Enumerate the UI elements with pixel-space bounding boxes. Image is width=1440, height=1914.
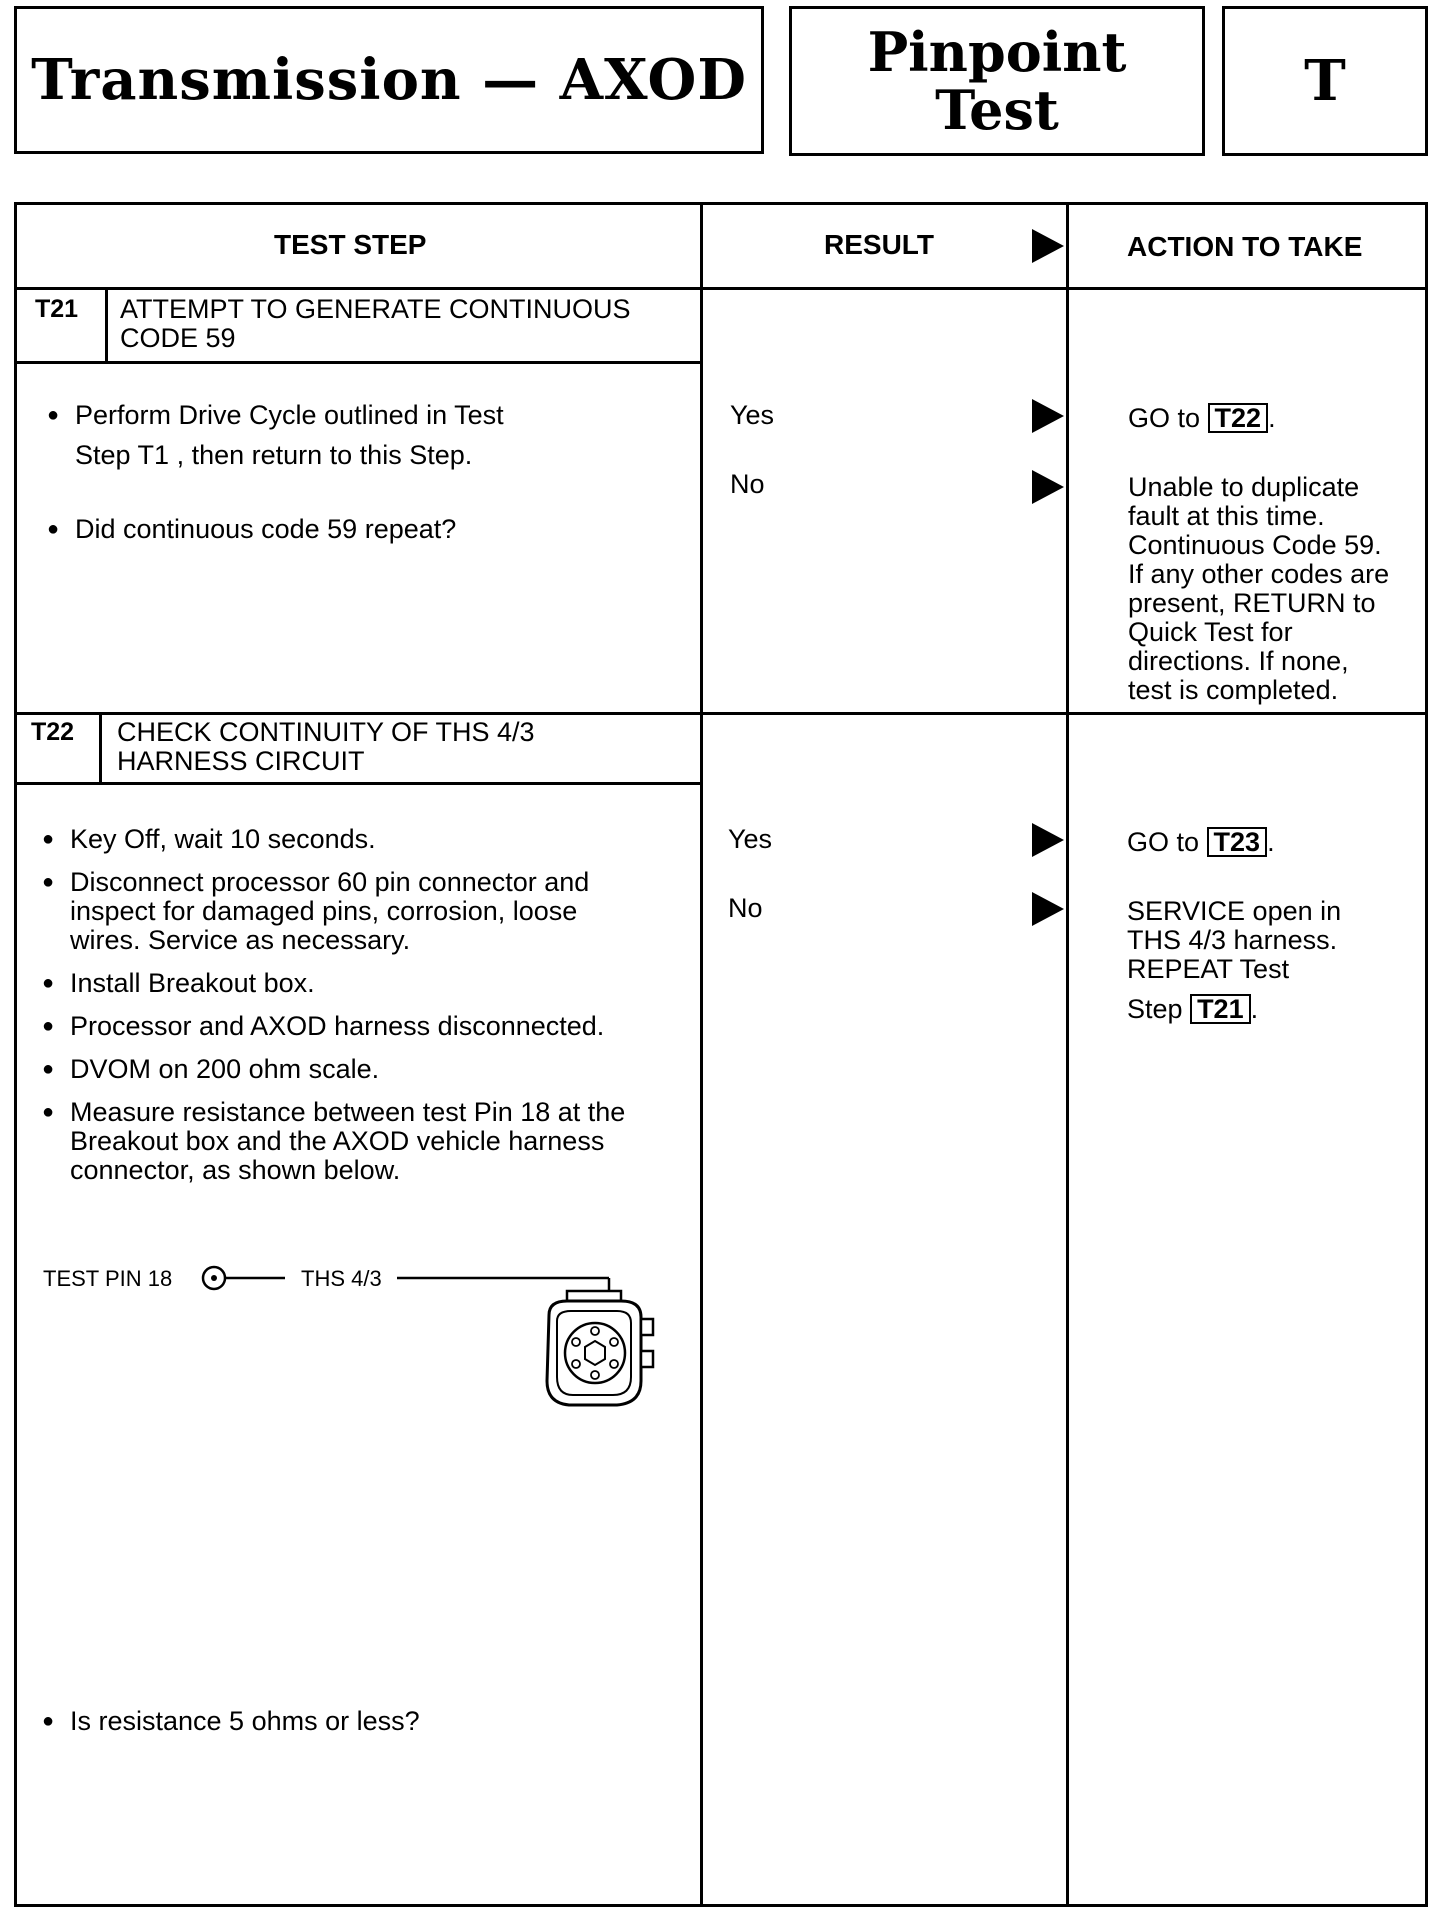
t21-no-action-line: test is completed. [1128,675,1339,705]
t22-id-divider [99,712,102,785]
t22-bullet-2: ● Disconnect processor 60 pin connector and inspect for damaged pins, corrosion, loose wires. Service as necessary. [70,868,625,955]
t22-bullet-list [70,825,625,1185]
t22-title-divider [17,782,700,785]
t23-reference-box: T23 [1207,827,1268,857]
ths-wire-label: THS 4/3 [301,1266,382,1291]
t22-result-yes: Yes [728,824,773,854]
header-row-divider [17,287,1425,290]
column-divider [700,205,703,1904]
t22-reference-box: T22 [1208,403,1269,433]
t22-yes-arrow-icon [1032,823,1064,857]
t21-bullet-2: ● Did continuous code 59 repeat? [75,515,456,544]
t21-title-line2: CODE 59 [120,323,236,353]
t21-title-divider [17,361,700,364]
t22-bullet-6: ● Measure resistance between test Pin 18 at the Breakout box and the AXOD vehicle harness connector, as shown below. [70,1098,625,1185]
t21-title-line1: ATTEMPT TO GENERATE CONTINUOUS [120,294,631,324]
pinpoint-test-table [14,202,1428,1907]
result-header: RESULT [824,229,934,260]
t21-id-divider [105,287,108,364]
result-arrow-icon [1032,229,1064,263]
t22-bullet-1: ● Key Off, wait 10 seconds. [70,825,625,854]
t21-no-action-line: directions. If none, [1128,646,1349,676]
t21-no-action-line: fault at this time. [1128,501,1325,531]
t21-yes-arrow-icon [1032,399,1064,433]
t21-yes-action: GO to T22 . [1128,403,1276,433]
t21-bullet-1-line2: Step T1 , then return to this Step. [75,440,473,470]
connector-diagram [197,1255,677,1425]
pinpoint-label: Pinpoint [867,20,1127,84]
t21-no-action [1128,473,1389,705]
test-step-header: TEST STEP [274,229,427,260]
t21-result-yes: Yes [730,400,775,430]
t22-no-action-line2: THS 4/3 harness. [1127,925,1338,955]
t22-bullet-4: ● Processor and AXOD harness disconnected. [70,1012,625,1041]
column-divider [1066,205,1069,1904]
t22-question: ● Is resistance 5 ohms or less? [70,1707,420,1736]
document-title-box [14,6,764,154]
t22-yes-action: GO to T23 . [1127,827,1275,857]
t22-title-line2: HARNESS CIRCUIT [117,746,365,776]
t21-no-action-line: Unable to duplicate [1128,472,1360,502]
test-pin-18-label: TEST PIN 18 [43,1266,173,1291]
t21-reference-box: T21 [1190,994,1251,1024]
t22-result-no: No [728,893,763,923]
t22-title-line1: CHECK CONTINUITY OF THS 4/3 [117,717,535,747]
t22-bullet-5: ● DVOM on 200 ohm scale. [70,1055,625,1084]
t22-no-action-line3: REPEAT Test [1127,954,1290,984]
t22-bullet-3: ● Install Breakout box. [70,969,625,998]
test-label: Test [935,78,1059,142]
t21-result-no: No [730,469,765,499]
t22-step-number: T22 [31,718,75,746]
t22-no-action-line1: SERVICE open in [1127,896,1342,926]
section-letter-box [1222,6,1428,156]
pinpoint-test-box [789,6,1205,156]
harness-connector-icon [547,1291,653,1405]
t22-no-arrow-icon [1032,892,1064,926]
action-header: ACTION TO TAKE [1127,231,1363,262]
t21-no-action-line: Continuous Code 59. [1128,530,1382,560]
t22-no-action-line4: Step T21 . [1127,994,1259,1024]
t21-no-action-line: If any other codes are [1128,559,1390,589]
t21-bullet-1: ● Perform Drive Cycle outlined in Test [75,401,504,430]
t21-no-action-line: Quick Test for [1128,617,1293,647]
document-title: Transmission — AXOD [31,47,747,113]
section-letter: T [1304,48,1346,114]
t21-step-number: T21 [35,295,79,323]
t21-no-action-line: present, RETURN to [1128,588,1376,618]
t21-no-arrow-icon [1032,470,1064,504]
step-divider [17,712,1425,715]
